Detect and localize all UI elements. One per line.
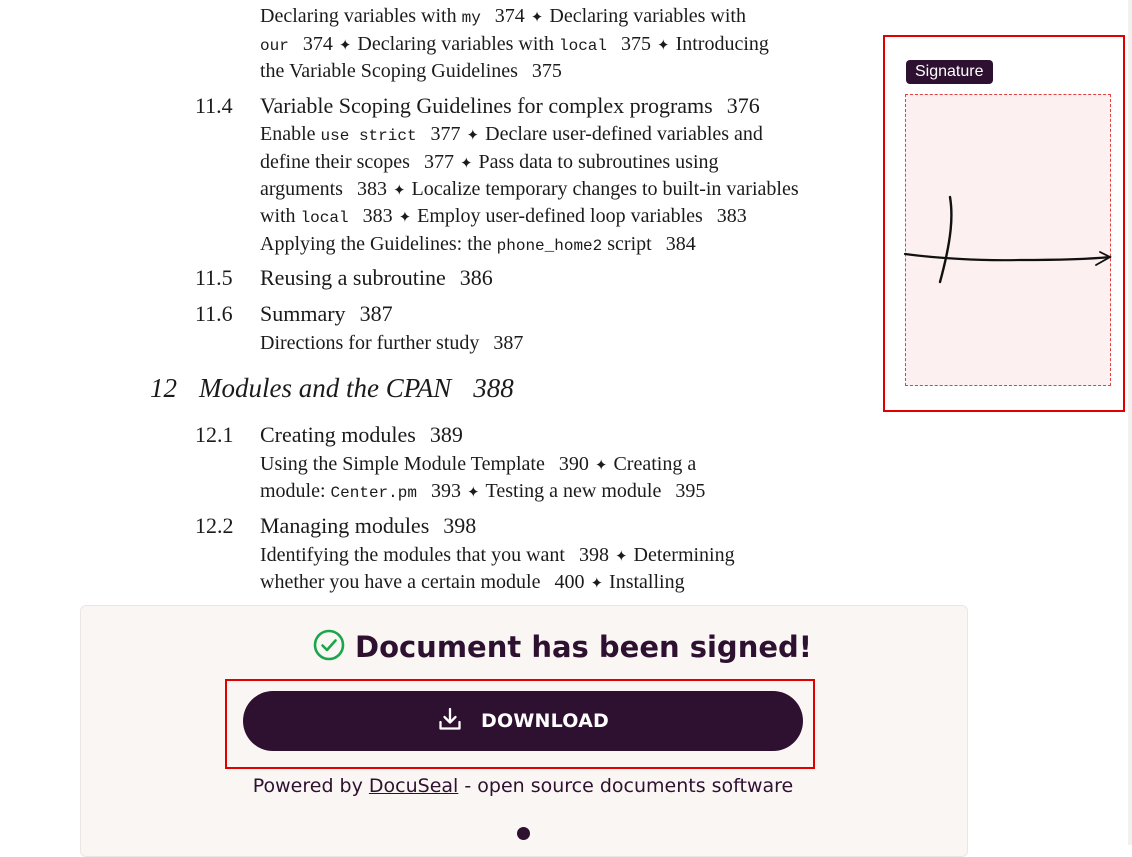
download-icon xyxy=(437,706,463,737)
toc-line xyxy=(260,478,705,507)
toc-code: Center.pm xyxy=(330,484,417,502)
toc-text: Employ user-defined loop variables xyxy=(417,205,703,227)
toc-text: Identifying the modules that you want xyxy=(260,544,565,566)
toc-text: Declaring variables with xyxy=(357,33,559,55)
powered-suffix: - open source documents software xyxy=(458,775,794,797)
toc-line xyxy=(260,176,799,205)
toc-code: our xyxy=(260,37,289,55)
toc-page-number: 398 xyxy=(578,544,609,566)
toc-text: script xyxy=(602,233,652,255)
section-heading xyxy=(260,93,760,119)
toc-page-number: 383 xyxy=(716,205,747,227)
chapter-heading xyxy=(150,373,514,404)
chapter-number: 12 xyxy=(150,373,177,403)
toc-text: Localize temporary changes to built-in variables xyxy=(411,178,799,200)
toc-text: Declaring variables with xyxy=(260,5,462,27)
toc-page-number: 377 xyxy=(423,151,454,173)
toc-line xyxy=(260,451,696,480)
toc-line xyxy=(260,149,719,178)
separator-icon: ✦ xyxy=(614,549,628,565)
separator-icon: ✦ xyxy=(530,10,544,26)
separator-icon: ✦ xyxy=(466,128,480,144)
toc-line xyxy=(260,121,763,150)
toc-page-number: 375 xyxy=(621,33,651,55)
section-heading xyxy=(260,513,476,539)
toc-page-number: 398 xyxy=(443,513,477,538)
section-heading xyxy=(260,265,493,291)
toc-text: Testing a new module xyxy=(485,480,662,502)
toc-text: Directions for further study xyxy=(260,332,480,354)
toc-text: Declaring variables with xyxy=(549,5,746,27)
section-number: 12.2 xyxy=(195,513,234,538)
signature-field-label: Signature xyxy=(906,60,993,84)
download-label: DOWNLOAD xyxy=(481,710,609,732)
toc-line xyxy=(260,3,746,32)
toc-text: Applying the Guidelines: the xyxy=(260,233,497,255)
toc-text: Using the Simple Module Template xyxy=(260,453,545,475)
separator-icon: ✦ xyxy=(594,458,608,474)
toc-text: module: xyxy=(260,480,331,502)
toc-page-number: 377 xyxy=(430,123,461,145)
page-scrollbar[interactable] xyxy=(1128,0,1132,845)
toc-text: with xyxy=(260,205,301,227)
toc-line xyxy=(260,58,562,85)
toc-page-number: 387 xyxy=(493,332,524,354)
toc-page-number: 376 xyxy=(726,93,760,118)
powered-by xyxy=(0,775,1046,797)
toc-page-number: 388 xyxy=(473,373,514,403)
section-heading xyxy=(260,422,463,448)
separator-icon: ✦ xyxy=(392,183,406,199)
separator-icon: ✦ xyxy=(398,210,412,226)
separator-icon: ✦ xyxy=(590,576,604,592)
section-title: Variable Scoping Guidelines for complex programs xyxy=(260,93,713,118)
toc-text: Pass data to subroutines using xyxy=(478,151,719,173)
section-title: Reusing a subroutine xyxy=(260,265,446,290)
docuseal-link[interactable]: DocuSeal xyxy=(368,775,459,797)
toc-text: Determining xyxy=(633,544,735,566)
toc-text: Enable xyxy=(260,123,321,145)
toc-code: my xyxy=(461,9,481,27)
toc-text: define their scopes xyxy=(260,151,410,173)
toc-text: the Variable Scoping Guidelines xyxy=(260,60,518,82)
toc-code: use strict xyxy=(320,127,417,145)
toc-code: local xyxy=(558,37,607,55)
toc-line xyxy=(260,31,769,60)
signature-drawing xyxy=(900,190,1116,290)
check-circle-icon xyxy=(313,629,345,666)
section-number: 11.4 xyxy=(195,93,233,118)
toc-page-number: 387 xyxy=(359,301,393,326)
toc-page-number: 390 xyxy=(558,453,589,475)
section-number: 12.1 xyxy=(195,422,234,447)
toc-line xyxy=(260,542,735,571)
signed-title: Document has been signed! xyxy=(355,630,812,664)
toc-text: whether you have a certain module xyxy=(260,571,541,593)
toc-page-number: 384 xyxy=(665,233,696,255)
separator-icon: ✦ xyxy=(466,485,480,501)
section-title: Creating modules xyxy=(260,422,416,447)
toc-line xyxy=(260,330,523,357)
section-number: 11.6 xyxy=(195,301,233,326)
toc-line xyxy=(260,203,747,232)
toc-text: Introducing xyxy=(675,33,769,55)
download-button[interactable] xyxy=(243,691,803,751)
toc-page-number: 393 xyxy=(430,480,461,502)
toc-page-number: 386 xyxy=(459,265,493,290)
toc-page-number: 375 xyxy=(531,60,562,82)
separator-icon: ✦ xyxy=(657,38,670,54)
toc-page-number: 383 xyxy=(356,178,387,200)
toc-code: phone_home2 xyxy=(496,237,603,255)
section-title: Managing modules xyxy=(260,513,430,538)
toc-code: local xyxy=(300,209,349,227)
powered-prefix: Powered by xyxy=(252,775,369,797)
toc-text: arguments xyxy=(260,178,343,200)
section-number: 11.5 xyxy=(195,265,233,290)
toc-line xyxy=(260,231,696,260)
toc-text: Installing xyxy=(609,571,685,593)
section-heading xyxy=(260,301,393,327)
page-indicator-dot[interactable] xyxy=(517,827,530,840)
toc-page-number: 400 xyxy=(554,571,585,593)
toc-text: Creating a xyxy=(613,453,697,475)
toc-line xyxy=(260,569,685,598)
toc-text: Declare user-defined variables and xyxy=(485,123,763,145)
separator-icon: ✦ xyxy=(338,38,352,54)
toc-page-number: 374 xyxy=(494,5,525,27)
toc-page-number: 389 xyxy=(429,422,463,447)
signed-status xyxy=(313,629,812,665)
toc-page-number: 383 xyxy=(362,205,393,227)
toc-page-number: 395 xyxy=(675,480,706,502)
chapter-title: Modules and the CPAN xyxy=(199,373,452,403)
section-title: Summary xyxy=(260,301,346,326)
separator-icon: ✦ xyxy=(459,156,473,172)
toc-page-number: 374 xyxy=(302,33,333,55)
